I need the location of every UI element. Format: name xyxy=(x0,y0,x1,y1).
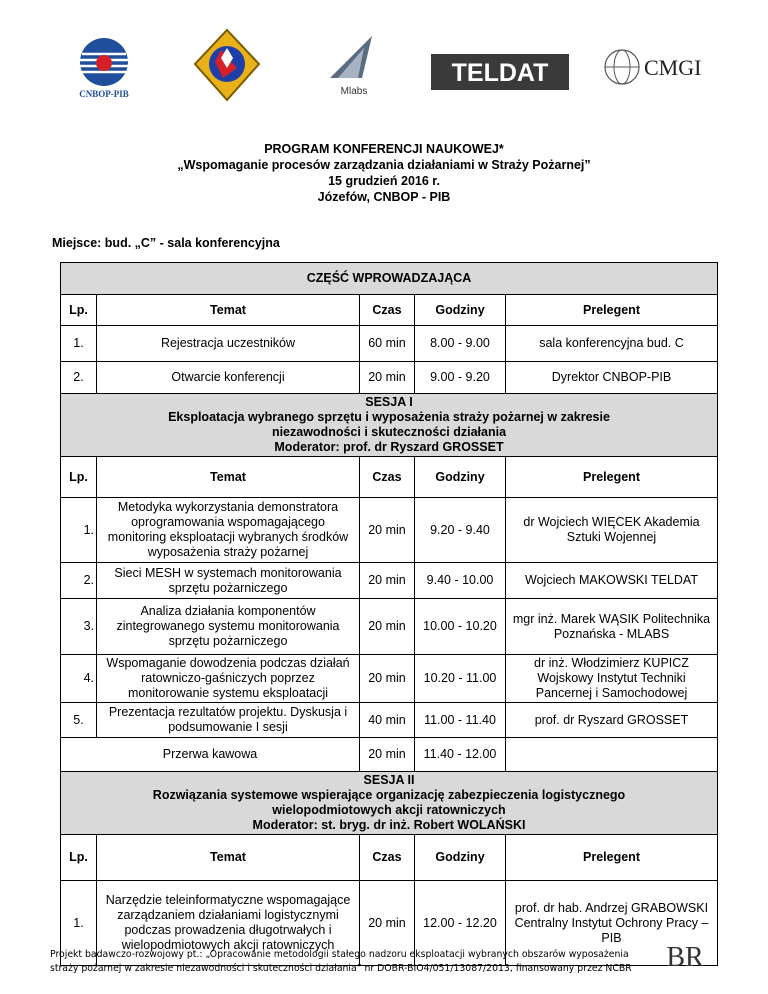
section-2-title: SESJA II xyxy=(363,773,415,787)
venue-line: Miejsce: bud. „C” - sala konferencyjna xyxy=(52,236,280,250)
table-header-row: Lp. Temat Czas Godziny Prelegent xyxy=(61,457,718,498)
saap-emblem-logo xyxy=(191,28,263,102)
col-temat: Temat xyxy=(97,295,360,326)
table-row: 1. Metodyka wykorzystania demonstratora oprogramowania wspomagającego monitoring eksploatacji wybranych środków wyposażenia straży pożarnej 20 min 9.20 - 9.40 dr Wojciech WIĘCEK Akademia Sztuki Wojennej xyxy=(61,498,718,563)
heading-date: 15 grudzień 2016 r. xyxy=(328,174,440,188)
svg-text:CMGI: CMGI xyxy=(644,55,702,80)
svg-text:Mlabs: Mlabs xyxy=(340,86,368,97)
break-row: Przerwa kawowa 20 min 11.40 - 12.00 xyxy=(61,738,718,772)
heading-title: PROGRAM KONFERENCJI NAUKOWEJ* xyxy=(264,142,504,156)
program-table xyxy=(60,262,718,966)
table-header-row: Lp. Temat Czas Godziny Prelegent xyxy=(61,835,718,881)
table-row: 2. Sieci MESH w systemach monitorowania sprzętu pożarniczego 20 min 9.40 - 10.00 Wojciech MAKOWSKI TELDAT xyxy=(61,563,718,599)
section-1-subtitle: Eksploatacja wybranego sprzętu i wyposażenia straży pożarnej w zakresie xyxy=(168,410,610,424)
logo-bar xyxy=(0,28,768,108)
table-row: 4. Wspomaganie dowodzenia podczas działań ratowniczo-gaśniczych poprzez monitorowanie systemu eksploatacji 20 min 10.20 - 11.00 dr inż. Włodzimierz KUPICZ Wojskowy Instytut Techniki Pancernej i Samochodowej xyxy=(61,655,718,703)
svg-text:CNBOP-PIB: CNBOP-PIB xyxy=(79,89,129,99)
section-2-subtitle: Rozwiązania systemowe wspierające organizację zabezpieczenia logistycznego xyxy=(152,788,626,802)
table-row: 3. Analiza działania komponentów zintegrowanego systemu monitorowania sprzętu pożarniczego 20 min 10.00 - 10.20 mgr inż. Marek WĄSIK Politechnika Poznańska - MLABS xyxy=(61,599,718,655)
section-intro-header xyxy=(61,263,718,295)
table-row: 1. Narzędzie teleinformatyczne wspomagające zarządzaniem działaniami logistycznymi podczas prowadzenia długotrwałych i wielopodmiotowych akcji ratowniczych 20 min 12.00 - 12.20 prof. dr hab. Andrzej GRABOWSKI Centralny Instytut Ochrony Pracy – PIB xyxy=(61,881,718,966)
mlabs-logo xyxy=(324,34,384,100)
table-header-row xyxy=(61,295,718,326)
table-row: 2. Otwarcie konferencji 20 min 9.00 - 9.20 Dyrektor CNBOP-PIB xyxy=(61,362,718,394)
section-2-subtitle-cont: wielopodmiotowych akcji ratowniczych xyxy=(272,803,506,817)
section-2-moderator: Moderator: st. bryg. dr inż. Robert WOLAŃSKI xyxy=(252,818,526,832)
teldat-logo xyxy=(431,54,569,90)
ncbr-logo xyxy=(655,936,715,986)
section-1-subtitle-cont: niezawodności i skuteczności działania xyxy=(271,425,507,439)
col-czas: Czas xyxy=(360,295,415,326)
heading-topic: „Wspomaganie procesów zarządzania działaniami w Straży Pożarnej” xyxy=(177,158,591,172)
table-row: 5. Prezentacja rezultatów projektu. Dyskusja i podsumowanie I sesji 40 min 11.00 - 11.40 prof. dr Ryszard GROSSET xyxy=(61,703,718,738)
col-lp: Lp. xyxy=(61,295,97,326)
conference-heading xyxy=(0,141,768,205)
table-row: 1. Rejestracja uczestników 60 min 8.00 - 9.00 sala konferencyjna bud. C xyxy=(61,326,718,362)
section-2-header xyxy=(61,772,718,835)
section-intro-title: CZĘŚĆ WPROWADZAJĄCA xyxy=(61,263,718,295)
svg-text:BR: BR xyxy=(666,942,704,973)
cmgi-logo xyxy=(600,42,712,92)
section-1-header xyxy=(61,394,718,457)
section-1-title: SESJA I xyxy=(365,395,413,409)
section-1-moderator: Moderator: prof. dr Ryszard GROSSET xyxy=(274,440,504,454)
project-footer: Projekt badawczo-rozwojowy pt.: „Opracowanie metodologii stałego nadzoru eksploatacji wybranych obszarów wyposażenia straży pożarnej w zakresie niezawodności i skuteczności działania” nr DOBR-BIO4/051/13087/2013, finansowany przez NCBR xyxy=(50,949,632,974)
col-godziny: Godziny xyxy=(415,295,506,326)
svg-text:TELDAT: TELDAT xyxy=(451,59,549,87)
heading-location: Józefów, CNBOP - PIB xyxy=(317,190,451,204)
col-prelegent: Prelegent xyxy=(506,295,718,326)
cnbop-logo xyxy=(66,34,142,100)
